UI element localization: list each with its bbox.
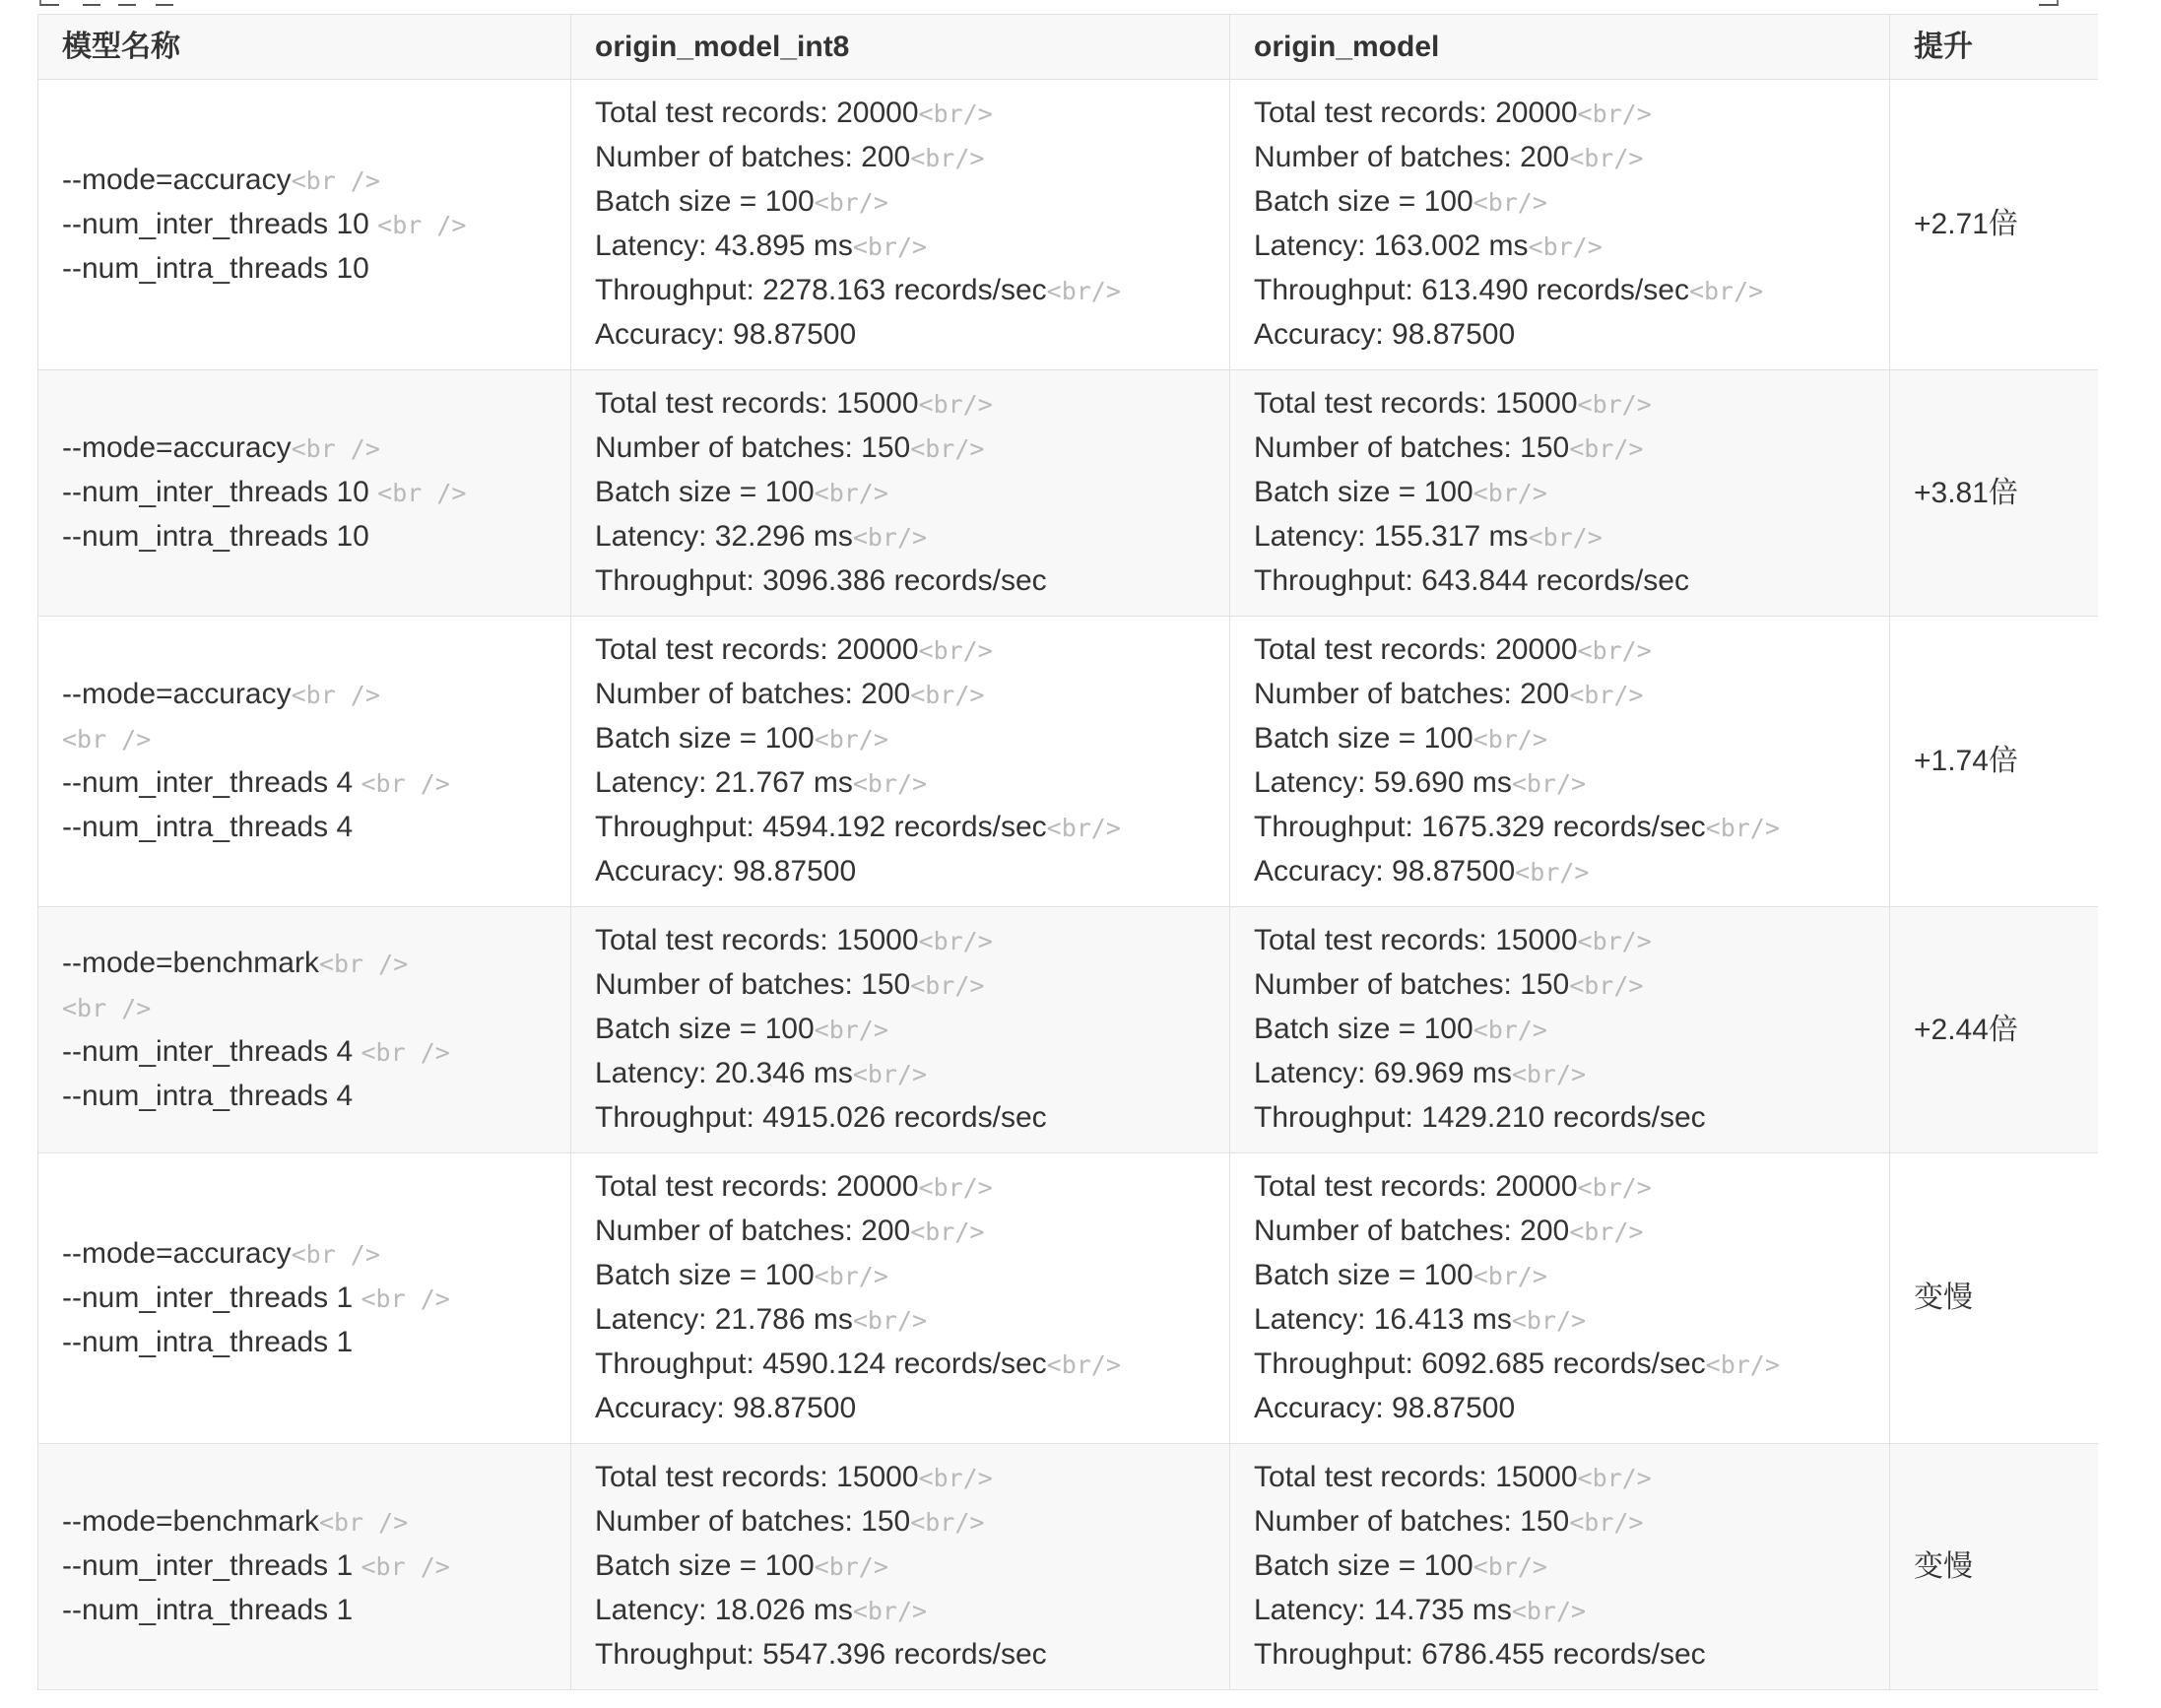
br-tag-literal: <br/> xyxy=(852,769,928,798)
br-tag-literal: <br/> xyxy=(814,479,888,507)
br-tag-literal: <br/> xyxy=(918,390,993,419)
cell-line-text: Number of batches: 150 xyxy=(595,431,911,464)
cell-line-text: Batch size = 100 xyxy=(595,722,815,755)
br-tag-literal: <br/> xyxy=(1473,725,1547,754)
cell-line-text: Latency: 16.413 ms xyxy=(1254,1303,1512,1336)
header-gain[interactable]: 提升 xyxy=(1890,15,2099,80)
cell-params[interactable] xyxy=(38,1444,571,1690)
br-tag-literal: <br/> xyxy=(1569,144,1644,172)
cell-gain[interactable]: +3.81倍 xyxy=(1890,370,2099,617)
cell-line-text: Number of batches: 200 xyxy=(1254,678,1570,710)
br-tag-literal: <br/> xyxy=(1511,769,1587,798)
cell-line-text: Number of batches: 200 xyxy=(1254,141,1570,173)
br-tag-literal: <br/> xyxy=(1473,1552,1547,1581)
cell-int8-results[interactable] xyxy=(571,80,1230,370)
table-row xyxy=(38,1153,2099,1444)
cell-line xyxy=(1254,515,1866,559)
cell-line-text: Batch size = 100 xyxy=(1254,185,1473,218)
cell-line xyxy=(595,850,1206,894)
cell-origin-results[interactable] xyxy=(1230,617,1890,907)
cell-line-text: --num_intra_threads 10 xyxy=(62,251,369,285)
cell-gain[interactable]: +2.71倍 xyxy=(1890,80,2099,370)
cell-line-text: --num_inter_threads 4 xyxy=(62,766,361,799)
cell-line xyxy=(62,986,547,1030)
cell-line xyxy=(595,628,1206,673)
cell-line xyxy=(595,717,1206,761)
cell-line xyxy=(595,1387,1206,1431)
cell-line-text: Throughput: 1675.329 records/sec xyxy=(1254,811,1706,843)
cell-line-text: --mode=benchmark xyxy=(62,946,319,979)
cell-line-text: --num_inter_threads 10 xyxy=(62,207,378,240)
br-tag-literal: <br/> xyxy=(1577,1173,1652,1202)
cell-line-text: Number of batches: 150 xyxy=(595,968,911,1001)
br-tag-literal: <br /> xyxy=(62,993,152,1022)
align-icon[interactable] xyxy=(83,0,100,6)
cell-line xyxy=(1254,1096,1866,1141)
cell-line-text: Number of batches: 150 xyxy=(1254,1505,1570,1538)
cell-line-text: Accuracy: 98.87500 xyxy=(595,855,857,887)
cell-line-text: --num_inter_threads 1 xyxy=(62,1281,361,1314)
cell-line-text: Latency: 21.786 ms xyxy=(595,1303,853,1336)
cell-line xyxy=(62,717,547,761)
cell-origin-results[interactable] xyxy=(1230,907,1890,1153)
cell-line-text: Total test records: 15000 xyxy=(595,387,919,420)
cell-line xyxy=(1254,1589,1866,1633)
cell-line xyxy=(1254,1633,1866,1677)
cell-line xyxy=(595,1589,1206,1633)
cell-origin-results[interactable] xyxy=(1230,370,1890,617)
br-tag-literal: <br/> xyxy=(910,1508,985,1537)
cell-line xyxy=(595,92,1206,136)
cell-line xyxy=(62,1232,547,1277)
benchmark-table-container xyxy=(37,14,2098,1708)
cell-line-text: --num_intra_threads 10 xyxy=(62,520,369,553)
cell-line xyxy=(1254,269,1866,313)
cell-origin-results[interactable] xyxy=(1230,80,1890,370)
cell-line xyxy=(1254,673,1866,717)
cell-origin-results[interactable] xyxy=(1230,1444,1890,1690)
cell-line-text: Batch size = 100 xyxy=(1254,476,1473,508)
cell-line xyxy=(62,203,547,247)
cell-line xyxy=(595,1210,1206,1254)
cell-line-text: Batch size = 100 xyxy=(1254,1013,1473,1045)
br-tag-literal: <br/> xyxy=(1577,1464,1652,1492)
table-row xyxy=(38,370,2099,617)
br-tag-literal: <br/> xyxy=(1515,858,1590,887)
br-tag-literal: <br/> xyxy=(1577,636,1652,665)
cell-line-text: --mode=accuracy xyxy=(62,1236,292,1270)
br-tag-literal: <br/> xyxy=(1577,99,1652,128)
cell-line-text: Latency: 155.317 ms xyxy=(1254,520,1529,553)
br-tag-literal: <br/> xyxy=(1528,232,1603,261)
cell-line-text: Total test records: 20000 xyxy=(595,97,919,129)
header-int8[interactable]: origin_model_int8 xyxy=(571,15,1230,80)
br-tag-literal: <br/> xyxy=(1569,1217,1644,1246)
br-tag-literal: <br/> xyxy=(1046,277,1121,305)
cell-line-text: Batch size = 100 xyxy=(595,476,815,508)
br-tag-literal: <br/> xyxy=(910,434,985,463)
cell-line-text: Batch size = 100 xyxy=(1254,1259,1473,1291)
br-tag-literal: <br/> xyxy=(1569,971,1644,1000)
cell-line-text: Throughput: 4915.026 records/sec xyxy=(595,1101,1047,1134)
cell-line xyxy=(595,136,1206,180)
cell-line xyxy=(595,673,1206,717)
cell-line-text: --num_intra_threads 1 xyxy=(62,1594,354,1626)
cell-line xyxy=(595,313,1206,358)
cell-line-text: Accuracy: 98.87500 xyxy=(1254,318,1516,351)
cell-line xyxy=(595,1254,1206,1298)
cell-params[interactable] xyxy=(38,370,571,617)
br-tag-literal: <br /> xyxy=(360,769,450,798)
cell-line xyxy=(1254,850,1866,894)
br-tag-literal: <br /> xyxy=(291,681,380,709)
cell-line-text: --mode=accuracy xyxy=(62,678,292,710)
br-tag-literal: <br/> xyxy=(814,1552,888,1581)
cell-line-text: Number of batches: 200 xyxy=(595,141,911,173)
br-tag-literal: <br /> xyxy=(377,479,467,507)
cell-params[interactable] xyxy=(38,907,571,1153)
br-tag-literal: <br/> xyxy=(918,1173,993,1202)
cell-line-text: Batch size = 100 xyxy=(595,1259,815,1291)
cell-line-text: Batch size = 100 xyxy=(595,1013,815,1045)
cell-line-text: Throughput: 6786.455 records/sec xyxy=(1254,1638,1706,1671)
cell-line-text: Throughput: 613.490 records/sec xyxy=(1254,274,1689,306)
br-tag-literal: <br/> xyxy=(910,971,985,1000)
cell-line xyxy=(595,761,1206,806)
cell-line xyxy=(1254,1210,1866,1254)
table-row xyxy=(38,1444,2099,1690)
br-tag-literal: <br /> xyxy=(291,1239,380,1269)
br-tag-literal: <br/> xyxy=(1473,479,1547,507)
cell-line xyxy=(1254,963,1866,1008)
cell-line-text: --num_intra_threads 4 xyxy=(62,1079,354,1112)
cell-line xyxy=(62,1277,547,1321)
cell-line-text: Total test records: 15000 xyxy=(595,924,919,956)
br-tag-literal: <br /> xyxy=(360,1037,450,1067)
br-tag-literal: <br/> xyxy=(1046,1350,1121,1379)
cell-line xyxy=(1254,1008,1866,1052)
cell-line-text: Throughput: 3096.386 records/sec xyxy=(595,564,1047,597)
cell-int8-results[interactable] xyxy=(571,617,1230,907)
br-tag-literal: <br/> xyxy=(1569,1508,1644,1537)
align-icon[interactable] xyxy=(156,0,173,6)
cell-line xyxy=(1254,225,1866,269)
cell-line xyxy=(1254,427,1866,471)
cell-gain[interactable]: 变慢 xyxy=(1890,1444,2099,1690)
cell-line-text: --num_intra_threads 4 xyxy=(62,811,354,843)
br-tag-literal: <br/> xyxy=(1705,1350,1780,1379)
cell-line xyxy=(1254,628,1866,673)
cell-line-text: Accuracy: 98.87500 xyxy=(1254,855,1516,887)
cell-line xyxy=(595,225,1206,269)
cell-line-text: Total test records: 15000 xyxy=(1254,924,1578,956)
cell-line-text: Batch size = 100 xyxy=(1254,722,1473,755)
cell-line-text: Batch size = 100 xyxy=(595,1549,815,1582)
cell-line-text: --num_intra_threads 1 xyxy=(62,1325,354,1358)
br-tag-literal: <br /> xyxy=(62,725,152,754)
cell-line xyxy=(595,1500,1206,1544)
br-tag-literal: <br/> xyxy=(1688,277,1764,305)
br-tag-literal: <br/> xyxy=(1511,1306,1587,1335)
cell-line xyxy=(62,1030,547,1075)
br-tag-literal: <br /> xyxy=(360,1283,450,1313)
cell-line-text: Number of batches: 200 xyxy=(1254,1215,1570,1247)
cell-line-text: Accuracy: 98.87500 xyxy=(1254,1392,1516,1424)
br-tag-literal: <br/> xyxy=(1046,814,1121,842)
cell-line-text: Throughput: 4594.192 records/sec xyxy=(595,811,1047,843)
cell-line xyxy=(595,180,1206,225)
cell-line xyxy=(595,559,1206,604)
cell-line xyxy=(1254,1254,1866,1298)
cell-line xyxy=(62,247,547,292)
cell-line xyxy=(595,1633,1206,1677)
cell-line xyxy=(62,427,547,471)
cell-line xyxy=(62,673,547,717)
cell-line-text: Latency: 21.767 ms xyxy=(595,766,853,799)
cell-line-text: Latency: 14.735 ms xyxy=(1254,1594,1512,1626)
br-tag-literal: <br /> xyxy=(318,949,409,978)
br-tag-literal: <br/> xyxy=(1569,434,1644,463)
br-tag-literal: <br/> xyxy=(852,232,928,261)
cell-line-text: Accuracy: 98.87500 xyxy=(595,318,857,351)
cell-line-text: --mode=accuracy xyxy=(62,163,292,196)
cell-line xyxy=(62,1321,547,1365)
cell-line-text: Total test records: 15000 xyxy=(1254,387,1578,420)
cell-line-text: --mode=benchmark xyxy=(62,1505,319,1538)
cell-line xyxy=(1254,1387,1866,1431)
cell-line-text: --mode=accuracy xyxy=(62,431,292,464)
cell-line xyxy=(595,1298,1206,1343)
br-tag-literal: <br/> xyxy=(852,1306,928,1335)
cell-line xyxy=(595,1008,1206,1052)
cell-int8-results[interactable] xyxy=(571,907,1230,1153)
cell-line xyxy=(1254,1343,1866,1387)
br-tag-literal: <br/> xyxy=(918,927,993,955)
br-tag-literal: <br/> xyxy=(1511,1060,1587,1088)
cell-line xyxy=(595,515,1206,559)
header-model-name[interactable]: 模型名称 xyxy=(38,15,571,80)
cell-line-text: Number of batches: 200 xyxy=(595,678,911,710)
cell-line xyxy=(595,1544,1206,1589)
benchmark-table xyxy=(37,14,2098,1690)
br-tag-literal: <br/> xyxy=(1577,927,1652,955)
cell-line xyxy=(595,471,1206,515)
table-handle-icon[interactable] xyxy=(39,0,59,6)
cell-line-text: Number of batches: 150 xyxy=(1254,431,1570,464)
cell-line-text: Latency: 69.969 ms xyxy=(1254,1057,1512,1089)
br-tag-literal: <br/> xyxy=(910,681,985,709)
cell-line-text: Latency: 43.895 ms xyxy=(595,230,853,262)
cell-line xyxy=(1254,1052,1866,1096)
br-tag-literal: <br/> xyxy=(1577,390,1652,419)
cell-int8-results[interactable] xyxy=(571,370,1230,617)
cell-line xyxy=(1254,1165,1866,1210)
cell-line xyxy=(62,1544,547,1589)
cell-gain[interactable]: +1.74倍 xyxy=(1890,617,2099,907)
cell-line xyxy=(1254,761,1866,806)
table-row xyxy=(38,617,2099,907)
br-tag-literal: <br /> xyxy=(291,165,380,195)
cell-line-text: --num_inter_threads 4 xyxy=(62,1034,361,1068)
cell-line xyxy=(595,1343,1206,1387)
cell-line xyxy=(1254,313,1866,358)
cell-line xyxy=(1254,92,1866,136)
br-tag-literal: <br/> xyxy=(852,1060,928,1088)
br-tag-literal: <br/> xyxy=(918,1464,993,1492)
cell-line xyxy=(1254,180,1866,225)
table-row xyxy=(38,80,2099,370)
cell-line-text: Number of batches: 200 xyxy=(595,1215,911,1247)
cell-line-text: Total test records: 20000 xyxy=(1254,1170,1578,1203)
cell-params[interactable] xyxy=(38,1153,571,1444)
cell-line xyxy=(62,471,547,515)
cell-line xyxy=(1254,559,1866,604)
more-icon[interactable] xyxy=(2039,0,2059,6)
cell-line-text: Number of batches: 150 xyxy=(1254,968,1570,1001)
br-tag-literal: <br/> xyxy=(918,99,993,128)
br-tag-literal: <br/> xyxy=(1511,1597,1587,1625)
cell-line-text: Latency: 32.296 ms xyxy=(595,520,853,553)
br-tag-literal: <br/> xyxy=(814,725,888,754)
br-tag-literal: <br/> xyxy=(814,1262,888,1290)
cell-line xyxy=(595,382,1206,427)
cell-line xyxy=(1254,806,1866,850)
cell-line xyxy=(1254,919,1866,963)
cell-line-text: Latency: 59.690 ms xyxy=(1254,766,1512,799)
br-tag-literal: <br/> xyxy=(1473,188,1547,217)
cell-gain[interactable]: 变慢 xyxy=(1890,1153,2099,1444)
br-tag-literal: <br/> xyxy=(852,523,928,552)
cell-line xyxy=(62,806,547,850)
br-tag-literal: <br/> xyxy=(1473,1016,1547,1044)
cell-line-text: --num_inter_threads 1 xyxy=(62,1549,361,1582)
cell-line xyxy=(1254,1456,1866,1500)
cell-line xyxy=(595,1456,1206,1500)
cell-line xyxy=(1254,1544,1866,1589)
cell-line xyxy=(1254,1298,1866,1343)
cell-line-text: Throughput: 1429.210 records/sec xyxy=(1254,1101,1706,1134)
cell-line xyxy=(595,427,1206,471)
cell-line xyxy=(1254,1500,1866,1544)
cell-int8-results[interactable] xyxy=(571,1444,1230,1690)
cell-line-text: Accuracy: 98.87500 xyxy=(595,1392,857,1424)
cell-line-text: Total test records: 20000 xyxy=(1254,97,1578,129)
cell-line-text: Total test records: 15000 xyxy=(595,1461,919,1493)
cell-line xyxy=(62,1500,547,1544)
cell-line xyxy=(595,1052,1206,1096)
cell-line xyxy=(62,515,547,559)
cell-line-text: Throughput: 6092.685 records/sec xyxy=(1254,1347,1706,1380)
br-tag-literal: <br/> xyxy=(1569,681,1644,709)
br-tag-literal: <br /> xyxy=(291,434,380,463)
cell-line xyxy=(1254,136,1866,180)
cell-line-text: Latency: 20.346 ms xyxy=(595,1057,853,1089)
br-tag-literal: <br/> xyxy=(918,636,993,665)
align-icon[interactable] xyxy=(118,0,136,6)
cell-line xyxy=(595,919,1206,963)
br-tag-literal: <br/> xyxy=(852,1597,928,1625)
cell-line xyxy=(62,159,547,203)
cell-origin-results[interactable] xyxy=(1230,1153,1890,1444)
cell-line-text: Throughput: 5547.396 records/sec xyxy=(595,1638,1047,1671)
br-tag-literal: <br /> xyxy=(318,1508,409,1537)
header-origin[interactable]: origin_model xyxy=(1230,15,1890,80)
table-header-row xyxy=(38,15,2099,80)
cell-line xyxy=(62,942,547,986)
cell-line xyxy=(62,1075,547,1119)
toolbar-remnant xyxy=(0,0,2161,12)
cell-line xyxy=(595,1165,1206,1210)
br-tag-literal: <br/> xyxy=(1473,1262,1547,1290)
br-tag-literal: <br /> xyxy=(360,1552,450,1581)
cell-line-text: --num_inter_threads 10 xyxy=(62,476,378,508)
table-row xyxy=(38,907,2099,1153)
br-tag-literal: <br/> xyxy=(1528,523,1603,552)
br-tag-literal: <br /> xyxy=(377,210,467,239)
cell-line xyxy=(595,1096,1206,1141)
cell-line xyxy=(62,761,547,806)
cell-line-text: Latency: 163.002 ms xyxy=(1254,230,1529,262)
cell-params[interactable] xyxy=(38,617,571,907)
br-tag-literal: <br/> xyxy=(814,1016,888,1044)
cell-line-text: Throughput: 4590.124 records/sec xyxy=(595,1347,1047,1380)
cell-gain[interactable]: +2.44倍 xyxy=(1890,907,2099,1153)
cell-line-text: Batch size = 100 xyxy=(595,185,815,218)
cell-line-text: Total test records: 15000 xyxy=(1254,1461,1578,1493)
cell-line-text: Total test records: 20000 xyxy=(1254,633,1578,666)
cell-line-text: Number of batches: 150 xyxy=(595,1505,911,1538)
br-tag-literal: <br/> xyxy=(910,1217,985,1246)
cell-line-text: Latency: 18.026 ms xyxy=(595,1594,853,1626)
cell-line xyxy=(595,963,1206,1008)
cell-params[interactable] xyxy=(38,80,571,370)
cell-line-text: Batch size = 100 xyxy=(1254,1549,1473,1582)
cell-line xyxy=(1254,717,1866,761)
cell-line xyxy=(62,1589,547,1633)
br-tag-literal: <br/> xyxy=(814,188,888,217)
cell-int8-results[interactable] xyxy=(571,1153,1230,1444)
br-tag-literal: <br/> xyxy=(910,144,985,172)
cell-line xyxy=(595,806,1206,850)
cell-line xyxy=(1254,382,1866,427)
cell-line-text: Total test records: 20000 xyxy=(595,633,919,666)
cell-line xyxy=(595,269,1206,313)
cell-line-text: Total test records: 20000 xyxy=(595,1170,919,1203)
cell-line-text: Throughput: 643.844 records/sec xyxy=(1254,564,1689,597)
cell-line xyxy=(1254,471,1866,515)
br-tag-literal: <br/> xyxy=(1705,814,1780,842)
cell-line-text: Throughput: 2278.163 records/sec xyxy=(595,274,1047,306)
